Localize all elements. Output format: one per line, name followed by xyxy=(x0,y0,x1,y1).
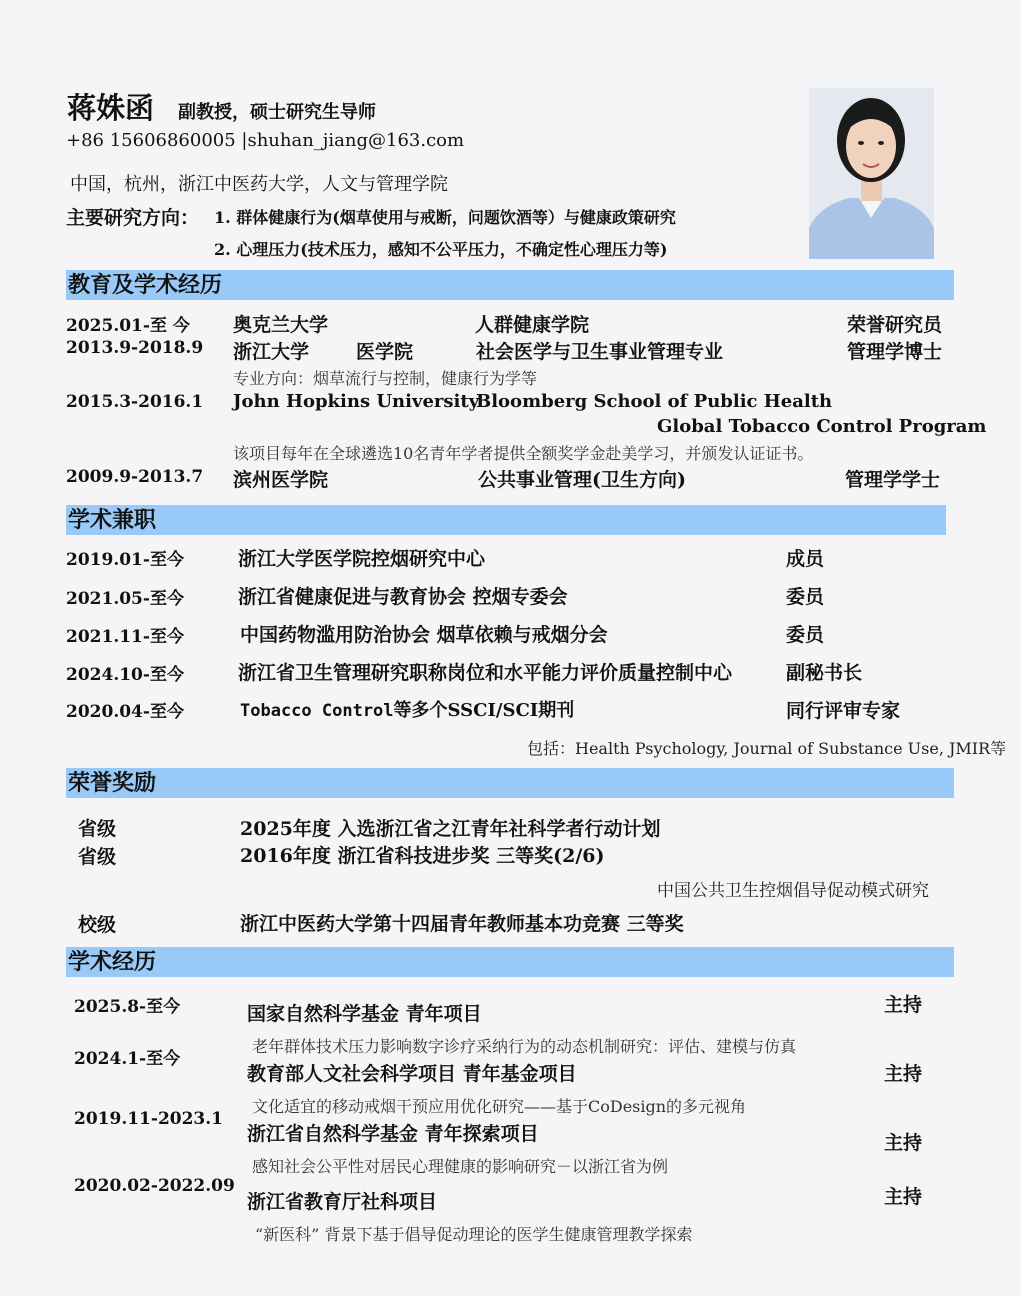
project-role: 主持 xyxy=(884,1132,923,1154)
contact-info[interactable]: +86 15606860005 |shuhan_jiang@163.com xyxy=(66,130,465,151)
project-role: 主持 xyxy=(884,1186,923,1208)
project-date: 2020.02-2022.09 xyxy=(74,1176,235,1196)
honor-level: 校级 xyxy=(78,914,117,936)
project-role: 主持 xyxy=(884,1063,923,1085)
project-name: 教育部人文社会科学项目 青年基金项目 xyxy=(247,1063,577,1085)
position-date: 2019.01-至今 xyxy=(66,550,184,570)
research-item: 2. 心理压力(技术压力，感知不公平压力，不确定性心理压力等) xyxy=(214,240,668,259)
section-education-heading: 教育及学术经历 xyxy=(66,270,954,300)
honor-text: 2016年度 浙江省科技进步奖 三等奖(2/6) xyxy=(240,845,605,867)
position-org: 中国药物滥用防治协会 烟草依赖与戒烟分会 xyxy=(240,624,608,646)
edu-degree: 管理学学士 xyxy=(845,469,941,491)
project-desc: 老年群体技术压力影响数字诊疗采纳行为的动态机制研究：评估、建模与仿真 xyxy=(252,1037,797,1056)
position-org: 浙江省健康促进与教育协会 控烟专委会 xyxy=(238,586,568,608)
position-role: 委员 xyxy=(786,624,825,646)
journal-suffix: 等多个SSCI/SCI期刊 xyxy=(393,700,575,721)
edu-date: 2025.01-至 今 xyxy=(66,316,190,336)
edu-date: 2013.9-2018.9 xyxy=(66,338,204,358)
edu-dept: 人群健康学院 xyxy=(475,314,590,336)
edu-school-faculty: 医学院 xyxy=(356,341,414,363)
project-desc: 文化适宜的移动戒烟干预应用优化研究——基于CoDesign的多元视角 xyxy=(252,1097,747,1116)
honor-level: 省级 xyxy=(78,818,117,840)
position-role: 委员 xyxy=(786,586,825,608)
project-desc: “新医科” 背景下基于倡导促动理论的医学生健康管理教学探索 xyxy=(255,1225,693,1244)
edu-dept: 社会医学与卫生事业管理专业 xyxy=(476,341,724,363)
edu-program: Global Tobacco Control Program xyxy=(657,416,987,437)
person-name: 蒋姝函 xyxy=(67,91,155,125)
position-org xyxy=(240,696,574,722)
position-org: 浙江省卫生管理研究职称岗位和水平能力评价质量控制中心 xyxy=(238,662,733,684)
project-role: 主持 xyxy=(884,994,923,1016)
section-projects-heading: 学术经历 xyxy=(66,947,954,977)
address: 中国，杭州，浙江中医药大学，人文与管理学院 xyxy=(70,174,448,195)
project-name: 浙江省教育厅社科项目 xyxy=(247,1191,438,1213)
edu-date: 2009.9-2013.7 xyxy=(66,467,204,487)
research-item: 1. 群体健康行为(烟草使用与戒断，问题饮酒等）与健康政策研究 xyxy=(214,208,676,227)
journal-name: Tobacco Control xyxy=(240,701,394,721)
honor-note: 中国公共卫生控烟倡导促动模式研究 xyxy=(657,881,929,901)
position-date: 2024.10-至今 xyxy=(66,665,184,685)
edu-school: 滨州医学院 xyxy=(233,469,329,491)
edu-note: 该项目每年在全球遴选10名青年学者提供全额奖学金赴美学习，并颁发认证证书。 xyxy=(233,444,814,463)
edu-school: 浙江大学 xyxy=(233,341,310,363)
person-title: 副教授，硕士研究生导师 xyxy=(178,102,376,123)
edu-degree: 管理学博士 xyxy=(847,341,943,363)
project-name: 国家自然科学基金 青年项目 xyxy=(247,1003,482,1025)
edu-degree: 荣誉研究员 xyxy=(847,314,943,336)
project-name: 浙江省自然科学基金 青年探索项目 xyxy=(247,1123,539,1145)
project-date: 2024.1-至今 xyxy=(74,1049,181,1069)
edu-dept: Bloomberg School of Public Health xyxy=(476,391,833,412)
position-org: 浙江大学医学院控烟研究中心 xyxy=(238,548,486,570)
section-positions-heading: 学术兼职 xyxy=(66,505,946,535)
positions-note: 包括：Health Psychology, Journal of Substance Use, JMIR等 xyxy=(527,739,1007,758)
edu-date: 2015.3-2016.1 xyxy=(66,392,204,412)
project-desc: 感知社会公平性对居民心理健康的影响研究－以浙江省为例 xyxy=(252,1157,669,1176)
honor-text: 2025年度 入选浙江省之江青年社科学者行动计划 xyxy=(240,818,661,840)
position-date: 2020.04-至今 xyxy=(66,702,184,722)
research-label: 主要研究方向： xyxy=(66,207,200,229)
edu-dept: 公共事业管理(卫生方向) xyxy=(478,469,686,491)
edu-school: John Hopkins University xyxy=(233,391,480,412)
honor-level: 省级 xyxy=(78,846,117,868)
position-role: 副秘书长 xyxy=(786,662,863,684)
edu-school: 奥克兰大学 xyxy=(233,314,329,336)
position-role: 同行评审专家 xyxy=(786,700,901,722)
section-honors-heading: 荣誉奖励 xyxy=(66,768,954,798)
position-date: 2021.11-至今 xyxy=(66,627,184,647)
project-date: 2019.11-2023.1 xyxy=(74,1109,224,1129)
edu-note: 专业方向：烟草流行与控制，健康行为学等 xyxy=(233,369,538,388)
position-date: 2021.05-至今 xyxy=(66,589,184,609)
position-role: 成员 xyxy=(786,548,825,570)
profile-photo xyxy=(809,88,934,259)
project-date: 2025.8-至今 xyxy=(74,997,181,1017)
honor-text: 浙江中医药大学第十四届青年教师基本功竞赛 三等奖 xyxy=(240,913,684,935)
